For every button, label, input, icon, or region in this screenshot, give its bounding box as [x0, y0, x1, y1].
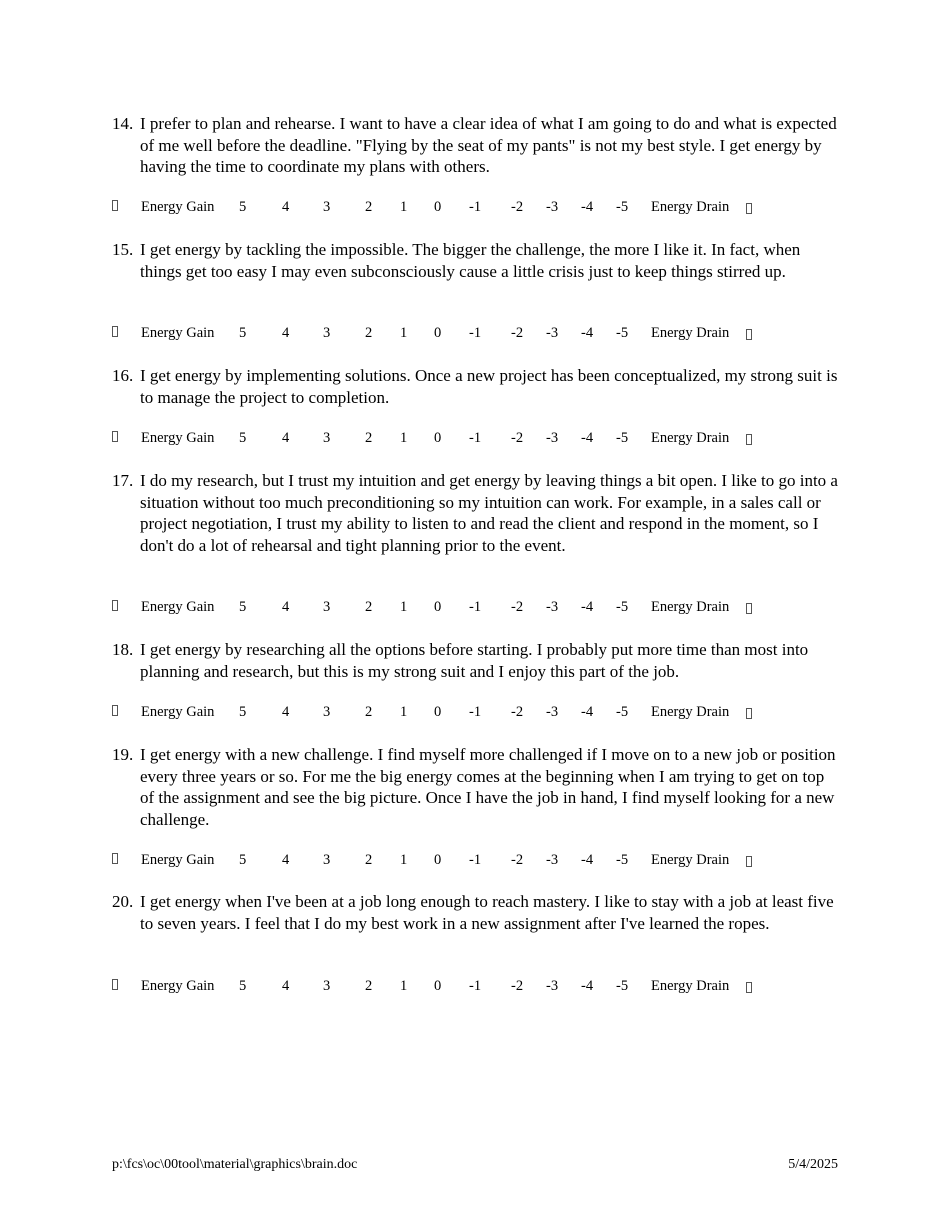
question-19 [112, 744, 842, 830]
scale-value[interactable]: -5 [616, 978, 629, 994]
scale-value[interactable]: 2 [365, 325, 373, 341]
scale-value[interactable]: 0 [434, 704, 442, 720]
scale-value[interactable]: -5 [616, 852, 629, 868]
scale-value[interactable]: 0 [434, 599, 442, 615]
scale-value[interactable]: -1 [469, 704, 482, 720]
question-text: I get energy with a new challenge. I find myself more challenged if I move on to a new job or position every three years or so. For me the big energy comes at the beginning when I am trying to get on top of the assignment and see the big picture. Once I have the job in hand, I find myself looking for a new challenge. [140, 745, 836, 829]
rating-scale-15 [112, 325, 812, 345]
energy-drain-label: Energy Drain [651, 325, 730, 341]
scale-value[interactable]: -3 [546, 430, 559, 446]
scale-value[interactable]: 1 [400, 704, 408, 720]
scale-value[interactable]: -2 [511, 430, 524, 446]
energy-gain-label: Energy Gain [141, 852, 215, 868]
scale-value[interactable]: 5 [239, 704, 247, 720]
scale-value[interactable]: 1 [400, 430, 408, 446]
checkbox-icon[interactable] [112, 853, 118, 864]
question-number: 14. [112, 114, 134, 133]
checkbox-icon[interactable] [746, 603, 752, 614]
scale-value[interactable]: 2 [365, 599, 373, 615]
scale-value[interactable]: 5 [239, 852, 247, 868]
scale-value[interactable]: -2 [511, 978, 524, 994]
checkbox-icon[interactable] [112, 600, 118, 611]
scale-value[interactable]: 4 [282, 978, 290, 994]
question-text: I get energy by tackling the impossible. The bigger the challenge, the more I like it. In fact, when things get too easy I may even subconsciously cause a little crisis just to keep things stirred up. [140, 240, 801, 281]
scale-value[interactable]: 2 [365, 852, 373, 868]
question-number: 15. [112, 240, 134, 259]
checkbox-icon[interactable] [746, 982, 752, 993]
rating-scale-17 [112, 599, 812, 619]
scale-value[interactable]: -1 [469, 852, 482, 868]
scale-value[interactable]: 1 [400, 325, 408, 341]
checkbox-icon[interactable] [746, 856, 752, 867]
scale-value[interactable]: 3 [323, 978, 331, 994]
scale-value[interactable]: 5 [239, 325, 247, 341]
scale-value[interactable]: -2 [511, 325, 524, 341]
question-text: I get energy when I've been at a job long enough to reach mastery. I like to stay with a job at least five to seven years. I feel that I do my best work in a new assignment after I've learned the ropes. [140, 892, 834, 933]
scale-value[interactable]: 5 [239, 599, 247, 615]
scale-value[interactable]: 2 [365, 704, 373, 720]
checkbox-icon[interactable] [746, 329, 752, 340]
scale-value[interactable]: -3 [546, 704, 559, 720]
scale-value[interactable]: 5 [239, 199, 247, 215]
scale-value[interactable]: 4 [282, 325, 290, 341]
question-number: 18. [112, 640, 134, 659]
energy-drain-label: Energy Drain [651, 704, 730, 720]
scale-value[interactable]: -2 [511, 599, 524, 615]
question-15 [112, 239, 842, 282]
scale-value[interactable]: -4 [581, 704, 594, 720]
scale-value[interactable]: 4 [282, 199, 290, 215]
rating-scale-18 [112, 704, 812, 724]
checkbox-icon[interactable] [112, 326, 118, 337]
scale-value[interactable]: -3 [546, 199, 559, 215]
scale-value[interactable]: -2 [511, 852, 524, 868]
scale-value[interactable]: 4 [282, 430, 290, 446]
scale-value[interactable]: -3 [546, 978, 559, 994]
scale-value[interactable]: 3 [323, 430, 331, 446]
scale-value[interactable]: -4 [581, 599, 594, 615]
scale-value[interactable]: -3 [546, 852, 559, 868]
scale-value[interactable]: -4 [581, 430, 594, 446]
scale-value[interactable]: -2 [511, 199, 524, 215]
energy-gain-label: Energy Gain [141, 325, 215, 341]
scale-value[interactable]: 2 [365, 199, 373, 215]
scale-value[interactable]: 1 [400, 199, 408, 215]
question-number: 19. [112, 745, 134, 764]
energy-drain-label: Energy Drain [651, 978, 730, 994]
scale-value[interactable]: 0 [434, 325, 442, 341]
scale-value[interactable]: 1 [400, 852, 408, 868]
rating-scale-19 [112, 852, 812, 872]
scale-value[interactable]: 3 [323, 852, 331, 868]
question-text: I prefer to plan and rehearse. I want to have a clear idea of what I am going to do and what is expected of me well before the deadline. "Flying by the seat of my pants" is not my best style. I get energy by having the time to coordinate my plans with others. [140, 114, 837, 177]
scale-value[interactable]: -5 [616, 430, 629, 446]
scale-value[interactable]: 3 [323, 599, 331, 615]
scale-value[interactable]: 5 [239, 978, 247, 994]
scale-value[interactable]: -5 [616, 325, 629, 341]
scale-value[interactable]: 4 [282, 599, 290, 615]
scale-value[interactable]: 3 [323, 199, 331, 215]
question-text: I get energy by researching all the options before starting. I probably put more time than most into planning and research, but this is my strong suit and I enjoy this part of the job. [140, 640, 809, 681]
question-number: 17. [112, 471, 134, 490]
scale-value[interactable]: 0 [434, 978, 442, 994]
scale-value[interactable]: -1 [469, 430, 482, 446]
checkbox-icon[interactable] [746, 434, 752, 445]
scale-value[interactable]: 0 [434, 852, 442, 868]
checkbox-icon[interactable] [112, 431, 118, 442]
scale-value[interactable]: -5 [616, 599, 629, 615]
rating-scale-20 [112, 978, 812, 998]
scale-value[interactable]: -1 [469, 199, 482, 215]
footer-date: 5/4/2025 [788, 1157, 838, 1172]
energy-drain-label: Energy Drain [651, 199, 730, 215]
scale-value[interactable]: 3 [323, 325, 331, 341]
question-number: 16. [112, 366, 134, 385]
scale-value[interactable]: 1 [400, 978, 408, 994]
scale-value[interactable]: 0 [434, 430, 442, 446]
scale-value[interactable]: -4 [581, 978, 594, 994]
energy-gain-label: Energy Gain [141, 199, 215, 215]
question-17 [112, 470, 842, 556]
energy-drain-label: Energy Drain [651, 599, 730, 615]
question-number: 20. [112, 892, 134, 911]
energy-drain-label: Energy Drain [651, 430, 730, 446]
rating-scale-14 [112, 199, 812, 219]
question-text: I get energy by implementing solutions. Once a new project has been conceptualized, my strong suit is to manage the project to completion. [140, 366, 838, 407]
energy-gain-label: Energy Gain [141, 978, 215, 994]
scale-value[interactable]: 4 [282, 852, 290, 868]
footer-file-path: p:\fcs\oc\00tool\material\graphics\brain.doc [112, 1157, 358, 1172]
scale-value[interactable]: 4 [282, 704, 290, 720]
scale-value[interactable]: 2 [365, 978, 373, 994]
checkbox-icon[interactable] [112, 705, 118, 716]
scale-value[interactable]: -3 [546, 599, 559, 615]
question-text: I do my research, but I trust my intuition and get energy by leaving things a bit open. I like to go into a situation without too much preconditioning so my intuition can work. For example, in a sales call or project negotiation, I trust my ability to listen to and read the client and respond in the moment, so I don't do a lot of rehearsal and tight planning prior to the event. [140, 471, 838, 555]
scale-value[interactable]: -5 [616, 199, 629, 215]
scale-value[interactable]: 1 [400, 599, 408, 615]
checkbox-icon[interactable] [746, 708, 752, 719]
scale-value[interactable]: 0 [434, 199, 442, 215]
checkbox-icon[interactable] [112, 979, 118, 990]
scale-value[interactable]: -3 [546, 325, 559, 341]
scale-value[interactable]: -4 [581, 199, 594, 215]
scale-value[interactable]: 3 [323, 704, 331, 720]
scale-value[interactable]: -1 [469, 978, 482, 994]
checkbox-icon[interactable] [746, 203, 752, 214]
energy-gain-label: Energy Gain [141, 430, 215, 446]
energy-drain-label: Energy Drain [651, 852, 730, 868]
scale-value[interactable]: -1 [469, 325, 482, 341]
rating-scale-16 [112, 430, 812, 450]
question-20 [112, 891, 842, 934]
question-18 [112, 639, 842, 682]
scale-value[interactable]: 5 [239, 430, 247, 446]
scale-value[interactable]: -2 [511, 704, 524, 720]
scale-value[interactable]: 2 [365, 430, 373, 446]
checkbox-icon[interactable] [112, 200, 118, 211]
scale-value[interactable]: -4 [581, 852, 594, 868]
scale-value[interactable]: -1 [469, 599, 482, 615]
scale-value[interactable]: -5 [616, 704, 629, 720]
question-14 [112, 113, 842, 178]
question-16 [112, 365, 842, 408]
scale-value[interactable]: -4 [581, 325, 594, 341]
energy-gain-label: Energy Gain [141, 599, 215, 615]
energy-gain-label: Energy Gain [141, 704, 215, 720]
